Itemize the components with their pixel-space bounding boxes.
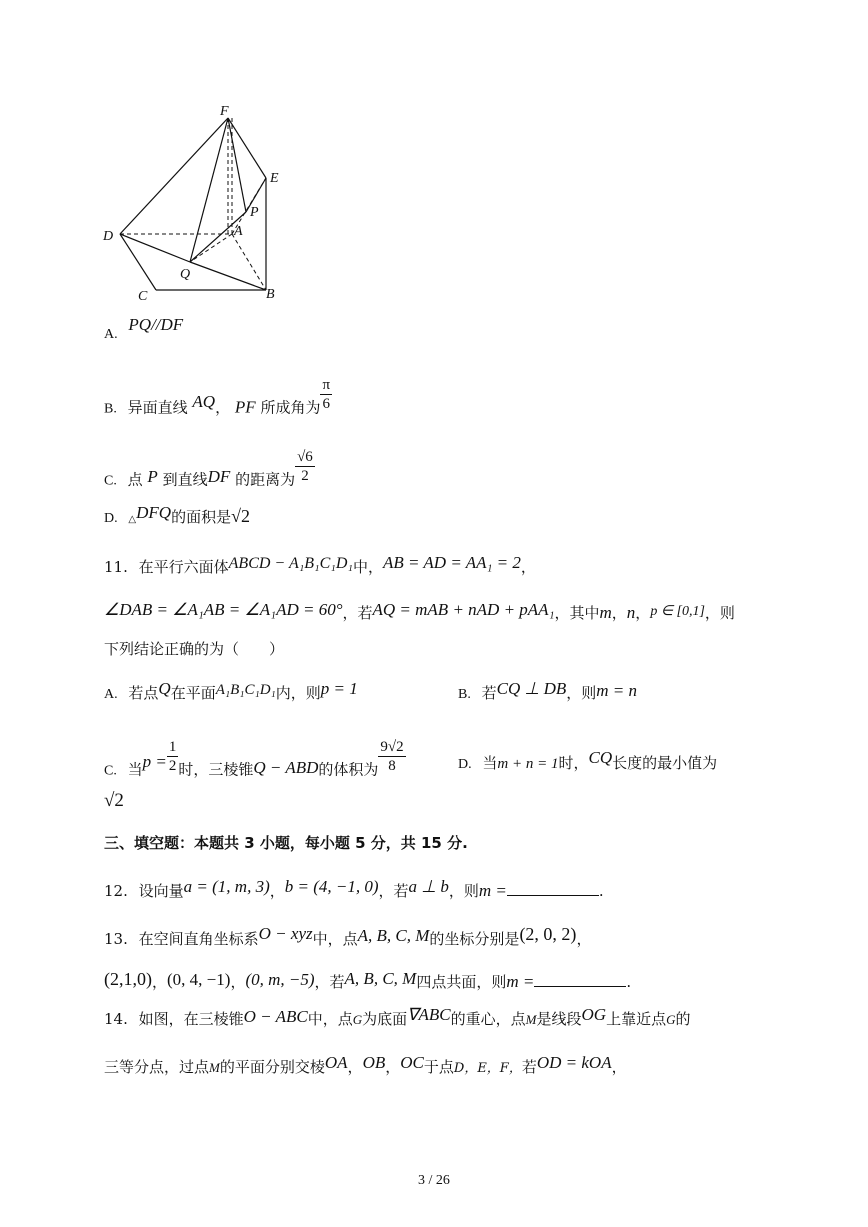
math: CQ ⊥ DB xyxy=(496,679,567,698)
section-3-heading xyxy=(104,832,468,854)
label-C: C xyxy=(138,289,148,304)
numerator: 1 xyxy=(168,739,177,755)
option-label: C. xyxy=(104,473,117,489)
text: 三等分点，过点 xyxy=(104,1058,210,1076)
q14-line1 xyxy=(104,1005,691,1031)
edge-Q-B xyxy=(190,262,266,290)
math: p ∈ [0,1] xyxy=(650,604,705,619)
question-number: 13. xyxy=(104,930,128,948)
q11-option-d-value xyxy=(104,790,124,812)
q10-option-b xyxy=(104,377,332,427)
math: OC xyxy=(400,1053,424,1072)
denominator: 6 xyxy=(322,396,330,412)
text: 设向量 xyxy=(138,882,184,900)
denominator: 2 xyxy=(301,468,309,484)
text: 下列结论正确的为（ ） xyxy=(104,640,285,658)
option-label: D. xyxy=(458,757,472,772)
q13-line1 xyxy=(104,924,592,950)
q13-line2: (2,1,0)，(0, 4, −1)，(0, m, −5)，若A, B, C, M四点共面，则m = . xyxy=(104,969,632,991)
q11-line2: ∠DAB = ∠A₁AB = ∠A₁AD = 60°，若AQ = mAB + nAD + pAA₁，其中m，n，p ∈ [0,1]，则 xyxy=(104,600,735,622)
math: DFQ xyxy=(136,503,172,522)
text: . xyxy=(598,882,604,900)
math: ∠DAB = ∠A₁AB = ∠A₁AD = 60° xyxy=(104,600,343,619)
text: 中， xyxy=(352,558,383,576)
math: m = xyxy=(478,881,507,900)
math: Q − ABD xyxy=(253,757,319,777)
text: 若 xyxy=(481,684,497,702)
math: M xyxy=(209,1060,220,1075)
fraction xyxy=(167,738,179,775)
math: OG xyxy=(581,1005,607,1024)
numerator: √6 xyxy=(297,449,313,465)
math: O − ABC xyxy=(243,1007,308,1026)
math: √2 xyxy=(231,506,250,526)
math: m = xyxy=(506,972,535,991)
math: (2, 0, 2) xyxy=(519,924,577,944)
text: 在平行六面体 xyxy=(138,558,229,576)
text: 的体积为 xyxy=(318,760,379,779)
math: OD = kOA xyxy=(536,1053,612,1072)
text: 若点 xyxy=(128,684,159,702)
option-label: A. xyxy=(104,687,118,702)
text: 中，点 xyxy=(312,930,358,948)
text: 在空间直角坐标系 xyxy=(138,930,259,948)
math: M xyxy=(525,1012,537,1027)
label-D: D xyxy=(103,229,114,244)
answer-blank[interactable] xyxy=(534,972,626,987)
q11-option-d xyxy=(458,748,718,776)
label-F: F xyxy=(220,104,229,119)
q11-option-c xyxy=(104,739,406,789)
math: DF xyxy=(207,466,231,486)
numerator: 9√2 xyxy=(380,739,404,755)
text: 为底面 xyxy=(362,1010,408,1028)
math: D，E，F， xyxy=(453,1061,522,1076)
page-number: 3 / 26 xyxy=(418,1173,450,1188)
label-P: P xyxy=(250,205,259,220)
geometry-figure xyxy=(98,100,298,310)
text: ， xyxy=(520,558,536,576)
text: ，若 xyxy=(342,604,373,622)
text: 在平面 xyxy=(170,684,216,702)
edge-F-Q xyxy=(190,118,228,262)
text: 中，点 xyxy=(307,1010,353,1028)
text: 于点 xyxy=(423,1058,454,1076)
text: 的重心，点 xyxy=(450,1010,526,1028)
q10-option-c xyxy=(104,449,315,499)
math: OB xyxy=(362,1053,386,1072)
math: G xyxy=(352,1012,363,1027)
math: ∇ABC xyxy=(407,1005,451,1024)
option-label: C. xyxy=(104,763,117,779)
math: AQ = mAB + nAD + pAA₁ xyxy=(372,600,555,619)
option-label: B. xyxy=(458,687,471,702)
edge-D-Q xyxy=(120,234,190,262)
fraction xyxy=(378,738,405,775)
text: ， xyxy=(576,930,592,948)
text: 当 xyxy=(127,760,143,779)
text: 时，三棱锥 xyxy=(178,760,254,779)
text: ，若 xyxy=(314,973,345,991)
text: 当 xyxy=(482,754,498,772)
text: ，则 xyxy=(566,684,597,702)
text: 若 xyxy=(521,1058,537,1076)
math: AB = AD = AA₁ = 2 xyxy=(382,553,521,572)
math: A₁B₁C₁D₁ xyxy=(215,682,276,698)
math: √2 xyxy=(104,790,124,811)
math: CQ xyxy=(588,748,613,767)
text: 如图，在三棱锥 xyxy=(138,1010,244,1028)
question-number: 14. xyxy=(104,1010,128,1028)
q11-option-a xyxy=(104,679,358,706)
text: . xyxy=(626,973,632,991)
denominator: 8 xyxy=(388,758,396,774)
option-label: D. xyxy=(104,511,118,526)
text: 所成角为 xyxy=(260,398,321,417)
text: ， xyxy=(215,398,231,417)
text: 长度的最小值为 xyxy=(612,754,718,772)
text: 的面积是 xyxy=(171,508,232,526)
label-Q: Q xyxy=(180,267,191,282)
text: 到直线 xyxy=(162,470,208,489)
edge-D-C xyxy=(120,234,156,290)
math: m xyxy=(599,603,612,622)
math: Q xyxy=(158,679,171,698)
q10-option-a xyxy=(104,315,184,346)
q11-option-b xyxy=(458,679,637,706)
math: a ⊥ b xyxy=(408,877,449,896)
text: ，若 xyxy=(378,882,409,900)
question-number: 11. xyxy=(104,558,128,576)
math: (0, 4, −1) xyxy=(167,970,231,989)
label-E: E xyxy=(270,171,279,186)
math: b = (4, −1, 0) xyxy=(284,877,379,896)
math: n xyxy=(626,603,636,622)
q11-line3 xyxy=(104,638,284,660)
edge-F-D xyxy=(120,118,228,234)
text: ，则 xyxy=(704,604,735,622)
math: A, B, C, M xyxy=(357,926,430,945)
math: (0, m, −5) xyxy=(245,970,315,989)
denominator: 2 xyxy=(168,758,177,774)
fraction xyxy=(295,448,315,485)
fraction xyxy=(320,376,332,413)
label-B: B xyxy=(266,287,275,302)
math: p = 1 xyxy=(320,679,358,698)
math: m + n = 1 xyxy=(497,756,559,772)
math: a = (1, m, 3) xyxy=(183,877,270,896)
q14-line2: 三等分点，过点M的平面分别交棱OA，OB，OC于点D，E，F，若OD = kOA， xyxy=(104,1053,627,1076)
math: G xyxy=(666,1012,676,1027)
question-number: 12. xyxy=(104,882,128,900)
text: 的 xyxy=(675,1010,691,1028)
text: 的坐标分别是 xyxy=(429,930,520,948)
numerator: π xyxy=(322,377,331,393)
text: 异面直线 xyxy=(127,398,188,417)
text: ，其中 xyxy=(554,604,600,622)
text: ，则 xyxy=(448,882,479,900)
option-label: A. xyxy=(104,327,118,342)
math: OA xyxy=(324,1053,348,1072)
math: P xyxy=(147,466,158,486)
q12-line xyxy=(104,877,604,902)
label-A: A xyxy=(234,224,243,239)
option-label: B. xyxy=(104,401,117,417)
dashed-A-B xyxy=(232,234,266,290)
text: 的平面分别交棱 xyxy=(219,1058,325,1076)
math: (2,1,0) xyxy=(104,969,152,989)
text: 时， xyxy=(558,754,589,772)
math: PF xyxy=(234,397,256,417)
math: AQ xyxy=(192,391,216,411)
triangle-symbol: △ xyxy=(128,514,137,525)
section-title: 三、填空题：本题共 3 小题，每小题 5 分，共 15 分. xyxy=(104,834,468,852)
q11-line1 xyxy=(104,553,536,579)
math: p = xyxy=(142,751,167,771)
math: A, B, C, M xyxy=(344,969,417,988)
text: ， xyxy=(269,882,285,900)
math: m = n xyxy=(596,681,637,700)
text: 内，则 xyxy=(275,684,321,702)
text: 四点共面，则 xyxy=(416,973,507,991)
math: ABCD − A₁B₁C₁D₁ xyxy=(228,555,353,572)
math: PQ//DF xyxy=(128,315,184,334)
text: 上靠近点 xyxy=(606,1010,667,1028)
answer-blank[interactable] xyxy=(507,881,599,896)
q10-option-d xyxy=(104,505,250,531)
text: 是线段 xyxy=(536,1010,582,1028)
text: ， xyxy=(611,1058,627,1076)
math: O − xyz xyxy=(258,924,313,943)
text: 的距离为 xyxy=(235,470,296,489)
text: 点 xyxy=(127,470,143,489)
